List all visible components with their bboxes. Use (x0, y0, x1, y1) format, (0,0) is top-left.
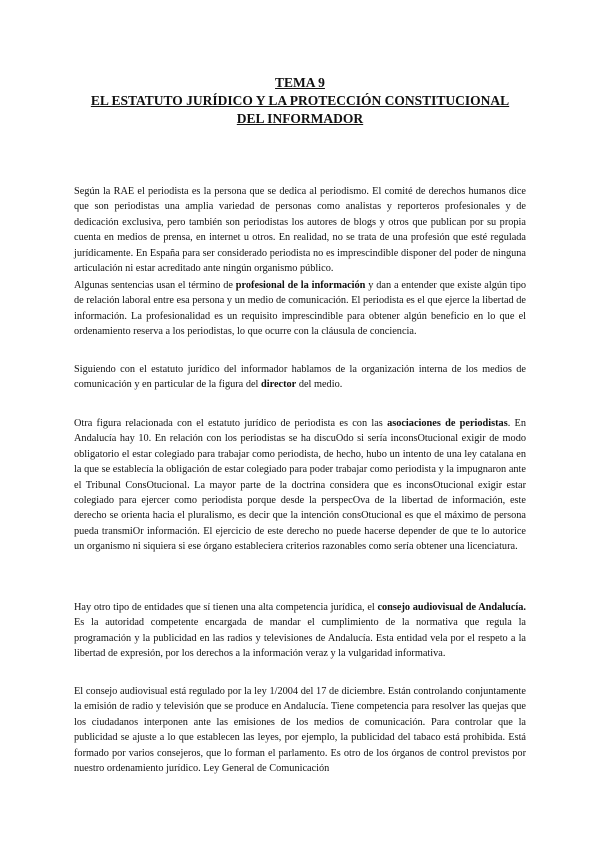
p3-bold-term: director (260, 379, 297, 391)
p3-text-b: del medio. (296, 379, 343, 391)
p2-text-a: Algunas sentencias usan el término de (74, 280, 236, 291)
p3-text-a: Siguiendo con el estatuto jurídico del informador hablamos de la organización interna de los medios de comunicación y en particular de la figura del (74, 364, 526, 391)
p5-bold-term: consejo audiovisual de Andalucía. (377, 602, 526, 613)
p5-text-b: Es la autoridad competente encargada de mandar el cumplimiento de la normativa que regula la programación y la publicidad en las radios y televisiones de Andalucía. Esta entidad vela por el respeto a la libertad de expresión, por los derechos a la información veraz y la vulgaridad informativa. (74, 617, 526, 660)
p5-text-a: Hay otro tipo de entidades que sí tienen una alta competencia jurídica, el (74, 602, 378, 613)
paragraph-rae-definition: Según la RAE el periodista es la persona que se dedica al periodismo. El comité de derechos humanos dice que son periodistas una amplia variedad de personas como analistas y reporteros profesionales y de dedicación exclusiva, pero también son periodistas los autores de blogs y otros que publican por su propia cuenta en medios de prensa, en internet u otros. En realidad, no se trata de una profesión que esté regulada jurídicamente. En España para ser considerado periodista no es imprescindible disponer del poder de ninguna articulación ni estar acreditado ante ningún organismo público. (74, 186, 526, 275)
paragraph-ley-consejo: El consejo audiovisual está regulado por la ley 1/2004 del 17 de diciembre. Están controlando conjuntamente la emisión de radio y televisión que se produce en Andalucía. Tiene competencia para resolver las quejas que los ciudadanos interponen ante las emisiones de los medios de comunicación. Para controlar que la publicidad se ajuste a lo que establecen las leyes, por ejemplo, la publicidad del tabaco está prohibida. Está formado por varios consejeros, que lo forman el parlamento. Es otro de los órganos de control previstos por nuestro ordenamiento jurídico. Ley General de Comunicación (74, 686, 526, 775)
p2-text-b: y dan a entender que existe algún tipo de relación laboral entre esa persona y un medio de comunicación. El periodista es el que ejerce la libertad de información. La profesionalidad es un requisito imprescindible para obtener algún beneficio en lo que el ordenamiento reserva a los periodistas, lo que ocurre con la cláusula de conciencia. (74, 280, 527, 338)
paragraph-profesional-informacion (74, 278, 526, 340)
p4-text-b: . En Andalucía hay 10. En relación con los periodistas se ha discuOdo si sería inconsOtucional exigir de modo obligatorio el estar colegiado para trabajar como periodista, de hecho, hubo un intento de una ley catalana en la que se establecía la obligación de estar colegiado para poder trabajar como periodista y la impugnaron ante el Tribunal ConsOtucional. La mayor parte de la doctrina considera que es inconsOtucional exigir estar colegiado para ejercer como periodista porque desde la perspecOva de la libertad de información, este derecho se orienta hacia el pluralismo, es decir que la intención consOtucional es que el máximo de persona pueda transmiOr información. El ejercicio de este derecho no puede hacerse depender de que te lo autorice un organismo ni siquiera si ese órgano estableciera criterios razonables como sería obtener una licenciatura. (74, 418, 526, 553)
title-line-2: EL ESTATUTO JURÍDICO Y LA PROTECCIÓN CONSTITUCIONAL (90, 93, 510, 108)
document-title (60, 74, 540, 128)
title-line-3: DEL INFORMADOR (236, 111, 364, 126)
p4-text-a: Otra figura relacionada con el estatuto jurídico de periodista es con las (74, 418, 388, 429)
paragraph-asociaciones (74, 416, 526, 555)
p4-bold-term: asociaciones de periodistas (387, 418, 508, 429)
p2-bold-term: profesional de la información (235, 280, 366, 291)
title-line-1: TEMA 9 (275, 75, 325, 90)
paragraph-consejo-audiovisual (74, 600, 526, 662)
paragraph-director (74, 362, 526, 393)
